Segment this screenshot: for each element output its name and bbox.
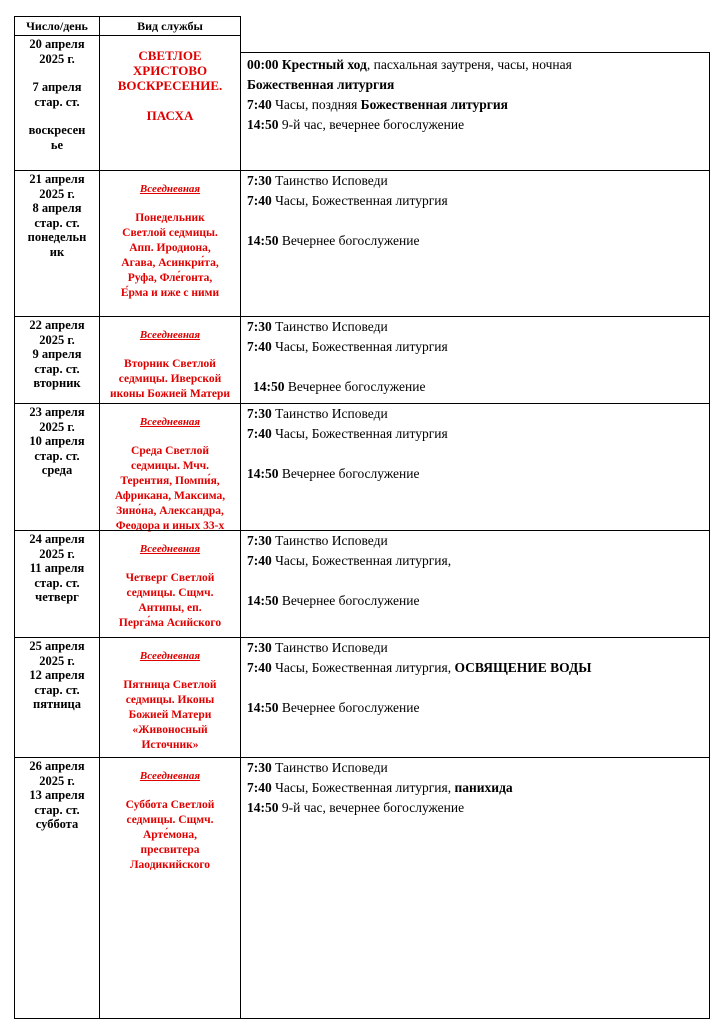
feast-title-line: ХРИСТОВО (132, 63, 208, 78)
service-text: Вечернее богослужение (284, 379, 426, 394)
service-time: 14:50 (247, 700, 279, 715)
service-item (247, 115, 705, 135)
date-line: 22 апреля (29, 318, 85, 332)
service-item (247, 55, 705, 75)
date-line: 12 апреля (29, 668, 85, 682)
service-text: 9-й час, вечернее богослужение (278, 800, 465, 815)
service-item (247, 377, 705, 397)
service-time: 7:30 (247, 319, 272, 334)
date-line: понедельн (27, 230, 87, 244)
feast-line: Руфа, Фле́гонта, (127, 272, 213, 284)
date-cell (14, 757, 100, 1019)
date-line: 20 апреля (29, 37, 85, 51)
feast-line: седмицы. Сщмч. (126, 814, 214, 826)
date-line: 2025 г. (39, 419, 75, 434)
service-time: 7:30 (247, 406, 272, 421)
service-item (247, 531, 705, 551)
service-text: Часы, Божественная литургия (271, 339, 448, 354)
service-item (247, 317, 705, 337)
feast-line: Суббота Светлой (125, 799, 215, 811)
feast-gap (103, 342, 237, 357)
fast-type-label: Всеедневная (139, 770, 201, 782)
feast-gap (103, 556, 237, 571)
date-line: 24 апреля (29, 532, 85, 546)
service-item (247, 698, 705, 718)
service-item (247, 404, 705, 424)
feast-cell (99, 757, 241, 1019)
service-text: Вечернее богослужение (278, 233, 420, 248)
feast-line: Лаодикийского (129, 859, 211, 871)
date-line: суббота (35, 817, 79, 831)
feast-cell (99, 530, 241, 638)
service-text: 9-й час, вечернее богослужение (278, 117, 465, 132)
service-item (247, 75, 705, 95)
date-cell (14, 403, 100, 531)
date-line: 9 апреля (32, 347, 82, 361)
service-time: 14:50 (247, 233, 279, 248)
feast-gap (103, 93, 237, 108)
service-text: Таинство Исповеди (271, 319, 388, 334)
service-gap (247, 678, 705, 698)
service-time: 7:30 (247, 640, 272, 655)
feast-cell (99, 35, 241, 171)
fast-type-label: Всеедневная (139, 183, 201, 195)
feast-line: Понедельник (135, 212, 205, 224)
service-text: Часы, Божественная литургия (271, 426, 448, 441)
service-time: 7:40 (247, 97, 272, 112)
date-line: 2025 г. (39, 51, 75, 66)
service-time: 7:30 (247, 533, 272, 548)
feast-line: Е́рма и иже с ними (120, 287, 220, 299)
feast-cell (99, 403, 241, 531)
date-line: ик (49, 244, 65, 259)
fast-type-label: Всеедневная (139, 416, 201, 428)
feast-line: Божией Матери (128, 709, 212, 721)
date-line: стар. ст. (34, 802, 80, 817)
service-time: 14:50 (253, 379, 285, 394)
date-line: 26 апреля (29, 759, 85, 773)
weekday-line: воскресен (28, 123, 86, 137)
date-line: 10 апреля (29, 434, 85, 448)
service-item (247, 424, 705, 444)
service-time: 7:40 (247, 660, 272, 675)
feast-line: Источник» (141, 739, 199, 751)
date-line: пятница (33, 697, 81, 711)
feast-line: Перга́ма Асийского (118, 617, 222, 629)
services-cell (240, 403, 710, 531)
service-bold-text: Божественная литургия (247, 77, 395, 92)
feast-line: Арте́мона, (143, 829, 197, 841)
service-time: 14:50 (247, 117, 279, 132)
service-text: Часы, Божественная литургия (271, 193, 448, 208)
services-cell (240, 530, 710, 638)
feast-line: Агава, Асинкри́та, (121, 257, 219, 269)
feast-line: Феодора и иных 33-х (115, 520, 225, 532)
services-cell (240, 52, 710, 171)
feast-cell (99, 170, 241, 317)
service-text: Часы, Божественная литургия, (271, 780, 455, 795)
service-gap (247, 571, 705, 591)
date-gap (17, 109, 97, 123)
feast-line: седмицы. Иконы (125, 694, 215, 706)
service-gap (247, 357, 705, 377)
feast-line: пресвитера (140, 844, 200, 856)
service-text: Таинство Исповеди (271, 533, 388, 548)
date-cell (14, 316, 100, 404)
service-time: 7:40 (247, 339, 272, 354)
fast-type-label: Всеедневная (139, 543, 201, 555)
date-line: 21 апреля (29, 172, 85, 186)
service-bold-text: панихида (454, 780, 513, 795)
feast-title-line: СВЕТЛОЕ (138, 48, 202, 63)
feast-title-line: ПАСХА (146, 108, 194, 123)
feast-gap (103, 429, 237, 444)
services-cell (240, 170, 710, 317)
date-line: стар. ст. (34, 682, 80, 697)
date-line: 2025 г. (39, 546, 75, 561)
feast-line: седмицы. Иверской (118, 373, 222, 385)
service-bold-text: ОСВЯЩЕНИЕ ВОДЫ (454, 660, 592, 675)
service-text: Часы, поздняя (271, 97, 361, 112)
header-date: Число/день (14, 16, 100, 36)
date-line: 11 апреля (29, 561, 85, 575)
service-bold-text: Крестный ход (278, 57, 367, 72)
service-item (247, 231, 705, 251)
service-item (247, 191, 705, 211)
date-line: 8 апреля (32, 201, 82, 215)
date-cell (14, 170, 100, 317)
weekday-line: ье (50, 137, 64, 152)
date-cell (14, 637, 100, 758)
date-line: среда (41, 463, 73, 477)
service-text: Часы, Божественная литургия, (271, 553, 452, 568)
service-bold-text: Божественная литургия (360, 97, 508, 112)
feast-line: седмицы. Мчч. (130, 460, 210, 472)
date-cell (14, 35, 100, 171)
feast-line: Терентия, Помпи́я, (120, 475, 220, 487)
service-time: 14:50 (247, 466, 279, 481)
feast-gap (103, 196, 237, 211)
service-time: 7:40 (247, 553, 272, 568)
fast-type-label: Всеедневная (139, 650, 201, 662)
header-service: Вид службы (99, 16, 241, 36)
service-text: Вечернее богослужение (278, 700, 420, 715)
service-item (247, 638, 705, 658)
service-item (247, 778, 705, 798)
date-line: 13 апреля (29, 788, 85, 802)
feast-line: седмицы. Сщмч. (126, 587, 214, 599)
feast-line: Четверг Светлой (125, 572, 215, 584)
feast-title-line: ВОСКРЕСЕНИЕ. (117, 78, 223, 93)
service-text: Вечернее богослужение (278, 593, 420, 608)
date-line: 25 апреля (29, 639, 85, 653)
service-item (247, 337, 705, 357)
service-time: 7:30 (247, 760, 272, 775)
date-line: четверг (35, 590, 79, 604)
service-item (247, 798, 705, 818)
feast-line: Вторник Светлой (124, 358, 216, 370)
feast-line: Антипы, еп. (138, 602, 202, 614)
feast-line: «Живоносный (132, 724, 208, 736)
services-cell (240, 316, 710, 404)
date-line: 2025 г. (39, 653, 75, 668)
service-item (247, 551, 705, 571)
service-time: 00:00 (247, 57, 279, 72)
feast-line: иконы Божией Матери (109, 388, 231, 400)
feast-gap (103, 783, 237, 798)
date-line: вторник (33, 376, 81, 390)
fast-type-label: Всеедневная (139, 329, 201, 341)
service-text: Часы, Божественная литургия, (271, 660, 455, 675)
feast-line: Африкана, Максима, (114, 490, 226, 502)
feast-line: Зино́на, Александра, (116, 505, 224, 517)
feast-line: Апп. Иродиона, (129, 242, 211, 254)
service-text: Таинство Исповеди (271, 406, 388, 421)
feast-gap (103, 663, 237, 678)
service-time: 7:40 (247, 780, 272, 795)
service-item (247, 658, 705, 678)
service-time: 14:50 (247, 593, 279, 608)
service-text: , пасхальная заутреня, часы, ночная (366, 57, 572, 72)
date-cell (14, 530, 100, 638)
date-line: стар. ст. (34, 575, 80, 590)
date-line: 2025 г. (39, 186, 75, 201)
service-time: 7:30 (247, 173, 272, 188)
old-style-date-line: 7 апреля (32, 80, 82, 94)
service-time: 7:40 (247, 426, 272, 441)
services-cell (240, 757, 710, 1019)
service-text: Таинство Исповеди (271, 760, 388, 775)
date-line: 2025 г. (39, 773, 75, 788)
date-line: 2025 г. (39, 332, 75, 347)
service-gap (247, 444, 705, 464)
service-text: Вечернее богослужение (278, 466, 420, 481)
service-item (247, 758, 705, 778)
service-item (247, 464, 705, 484)
feast-line: Пятница Светлой (123, 679, 217, 691)
feast-cell (99, 316, 241, 404)
service-time: 14:50 (247, 800, 279, 815)
date-line: стар. ст. (34, 215, 80, 230)
date-line: стар. ст. (34, 361, 80, 376)
date-line: стар. ст. (34, 448, 80, 463)
service-item (247, 171, 705, 191)
service-gap (247, 211, 705, 231)
date-gap (17, 66, 97, 80)
old-style-date-line: стар. ст. (34, 94, 80, 109)
service-item (247, 95, 705, 115)
date-line: 23 апреля (29, 405, 85, 419)
feast-line: Светлой седмицы. (122, 227, 218, 239)
feast-line: Среда Светлой (131, 445, 209, 457)
service-text: Таинство Исповеди (271, 640, 388, 655)
feast-cell (99, 637, 241, 758)
service-time: 7:40 (247, 193, 272, 208)
services-cell (240, 637, 710, 758)
service-item (247, 591, 705, 611)
service-text: Таинство Исповеди (271, 173, 388, 188)
